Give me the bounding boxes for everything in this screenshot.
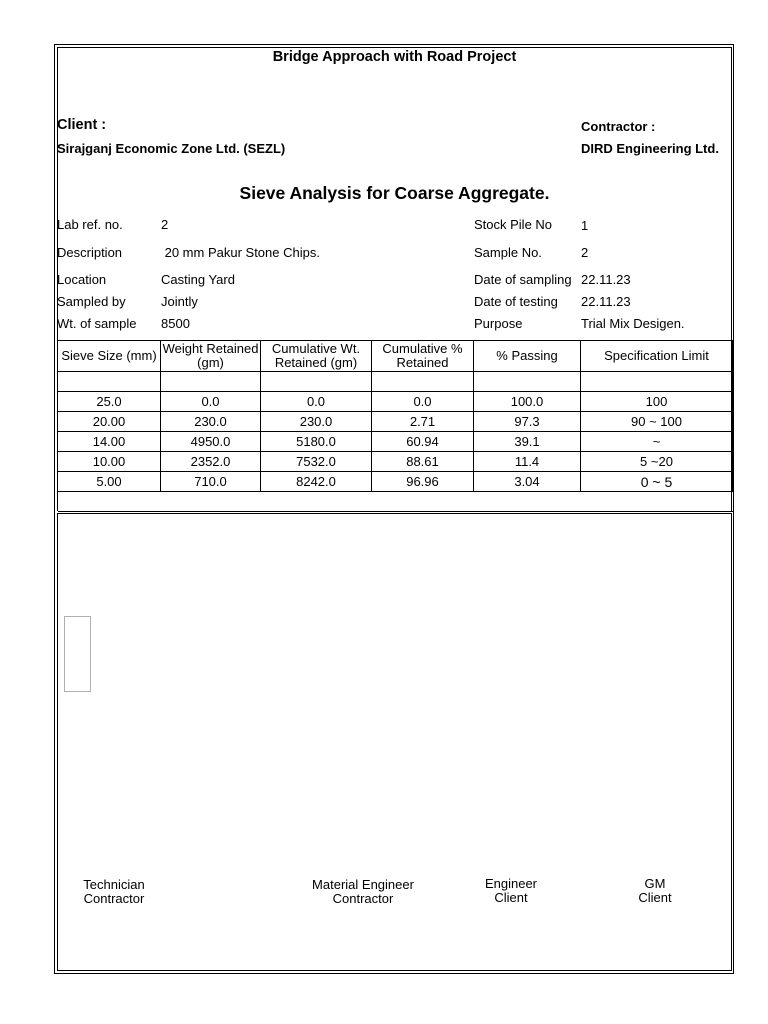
table-cell: 97.3	[474, 412, 581, 432]
table-cell: 0.0	[261, 392, 372, 412]
signature-gm	[625, 877, 685, 905]
table-cell	[161, 372, 261, 392]
table-cell: 90 ~ 100	[581, 412, 733, 432]
signature-role: Engineer	[484, 876, 538, 891]
project-title: Bridge Approach with Road Project	[272, 49, 517, 65]
location-label: Location	[57, 272, 107, 287]
table-row	[58, 472, 733, 492]
table-cell: 0 ~ 5	[581, 472, 733, 492]
signature-party: Client	[638, 890, 672, 905]
wt-of-sample-value: 8500	[161, 316, 190, 331]
table-cell: 230.0	[261, 412, 372, 432]
sample-no-value: 2	[581, 245, 589, 260]
date-of-sampling-value: 22.11.23	[581, 272, 631, 287]
purpose-label: Purpose	[474, 316, 523, 331]
table-cell: 14.00	[58, 432, 161, 452]
table-cell: 5 ~20	[581, 452, 733, 472]
client-name: Sirajganj Economic Zone Ltd. (SEZL)	[57, 141, 286, 156]
contractor-name: DIRD Engineering Ltd.	[581, 141, 719, 156]
table-row	[58, 412, 733, 432]
signature-party: Contractor	[332, 891, 394, 906]
signature-party: Client	[494, 890, 528, 905]
table-cell: 8242.0	[261, 472, 372, 492]
location-value: Casting Yard	[161, 272, 235, 287]
date-of-sampling-label: Date of sampling	[474, 272, 572, 287]
table-row	[58, 392, 733, 412]
table-cell: 25.0	[58, 392, 161, 412]
table-cell: 20.00	[58, 412, 161, 432]
col-header-sieve-size: Sieve Size (mm)	[58, 341, 161, 372]
table-cell: 100	[581, 392, 733, 412]
signature-role: Material Engineer	[312, 877, 414, 892]
col-header-weight-retained: Weight Retained (gm)	[161, 341, 261, 372]
table-blank-row	[58, 372, 733, 392]
table-row	[58, 452, 733, 472]
col-header-cumulative-wt: Cumulative Wt. Retained (gm)	[261, 341, 372, 372]
table-cell: 4950.0	[161, 432, 261, 452]
signature-technician	[74, 878, 154, 906]
stock-pile-value: 1	[581, 218, 589, 233]
table-cell: 39.1	[474, 432, 581, 452]
signature-party: Contractor	[83, 891, 145, 906]
date-of-testing-label: Date of testing	[474, 294, 558, 309]
wt-of-sample-label: Wt. of sample	[57, 316, 137, 331]
table-cell: 3.04	[474, 472, 581, 492]
table-cell	[474, 372, 581, 392]
table-cell	[58, 372, 161, 392]
lab-ref-value: 2	[161, 217, 169, 232]
stock-pile-label: Stock Pile No	[474, 217, 553, 232]
date-of-testing-value: 22.11.23	[581, 294, 631, 309]
signature-role: GM	[644, 876, 666, 891]
table-cell	[261, 372, 372, 392]
chart-placeholder-box	[64, 616, 91, 692]
sampled-by-label: Sampled by	[57, 294, 126, 309]
signature-role: Technician	[83, 877, 145, 892]
contractor-label: Contractor :	[581, 119, 656, 134]
table-cell: 88.61	[372, 452, 474, 472]
table-cell: 0.0	[372, 392, 474, 412]
table-cell: 5180.0	[261, 432, 372, 452]
lab-ref-label: Lab ref. no.	[57, 217, 123, 232]
signature-engineer	[473, 877, 549, 905]
table-cell: 230.0	[161, 412, 261, 432]
table-cell: 100.0	[474, 392, 581, 412]
table-cell: 0.0	[161, 392, 261, 412]
table-cell: 710.0	[161, 472, 261, 492]
sieve-analysis-table	[57, 340, 733, 512]
sample-no-label: Sample No.	[474, 245, 542, 260]
table-cell	[372, 372, 474, 392]
table-cell: 11.4	[474, 452, 581, 472]
table-cell	[58, 492, 733, 512]
sampled-by-value: Jointly	[161, 294, 198, 309]
description-value: 20 mm Pakur Stone Chips.	[161, 245, 320, 260]
table-cell: 96.96	[372, 472, 474, 492]
table-cell: 60.94	[372, 432, 474, 452]
table-tail-row	[58, 492, 733, 512]
table-cell	[581, 372, 733, 392]
table-row	[58, 432, 733, 452]
table-cell: 2352.0	[161, 452, 261, 472]
client-label: Client :	[57, 117, 107, 133]
col-header-passing: % Passing	[474, 341, 581, 372]
table-cell: ~	[581, 432, 733, 452]
col-header-spec-limit: Specification Limit	[581, 341, 733, 372]
purpose-value: Trial Mix Desigen.	[581, 316, 685, 331]
table-cell: 5.00	[58, 472, 161, 492]
table-cell: 7532.0	[261, 452, 372, 472]
report-title: Sieve Analysis for Coarse Aggregate.	[239, 183, 550, 203]
table-header-row	[58, 341, 733, 372]
table-cell: 10.00	[58, 452, 161, 472]
col-header-cumulative-pct: Cumulative % Retained	[372, 341, 474, 372]
table-cell: 2.71	[372, 412, 474, 432]
signature-material-engineer	[303, 878, 423, 906]
description-label: Description	[57, 245, 123, 260]
